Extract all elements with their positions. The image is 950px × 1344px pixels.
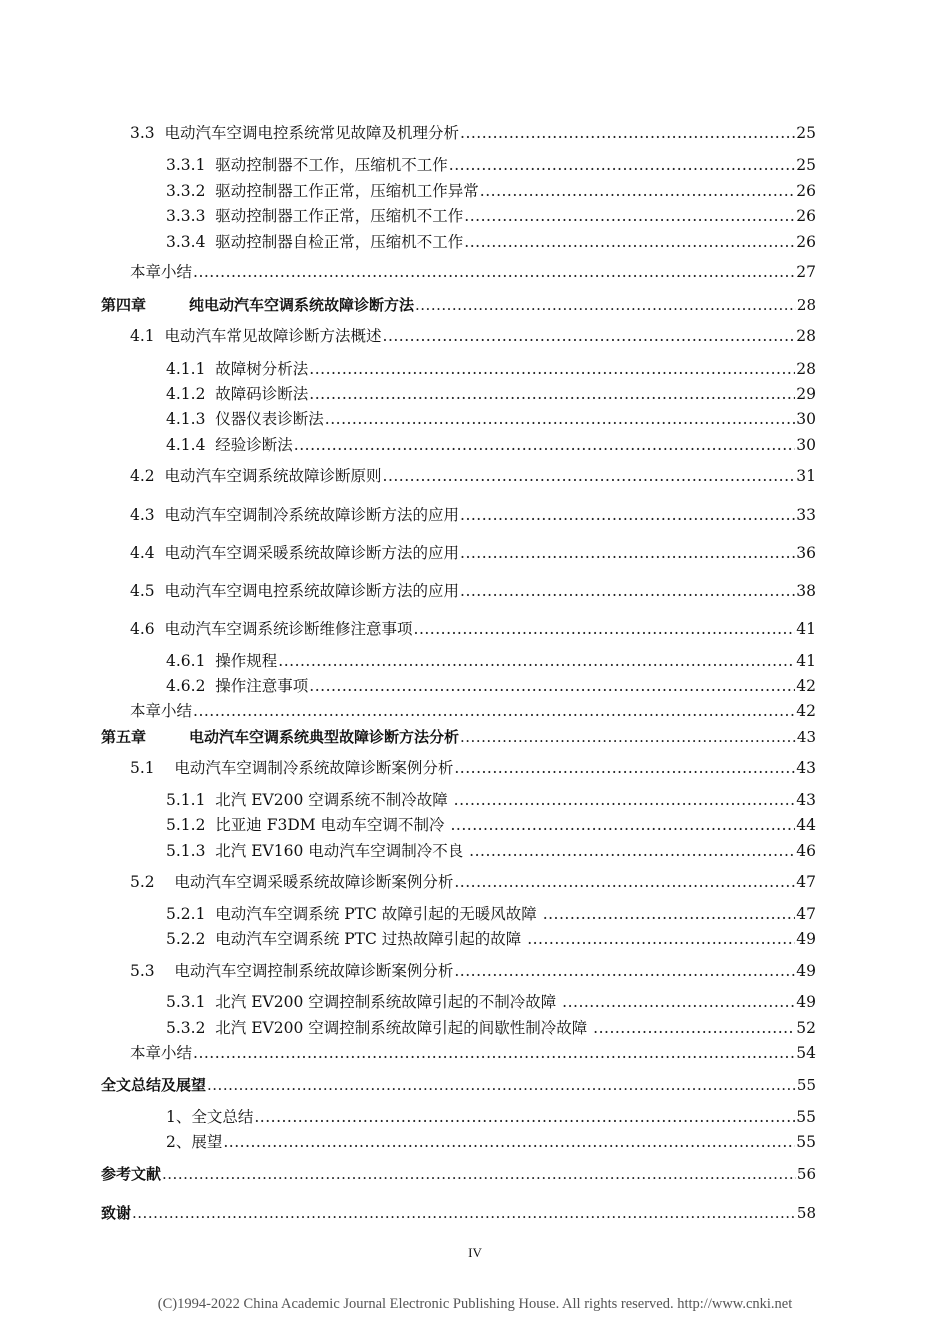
toc-page-number: 28 — [796, 327, 816, 345]
toc-line[interactable] — [130, 262, 816, 282]
toc-label: 5.1.1 北汽 EV200 空调系统不制冷故障 — [166, 791, 453, 809]
toc-label: 4.1 电动汽车常见故障诊断方法概述 — [130, 327, 382, 345]
toc-page-number: 55 — [796, 1133, 816, 1151]
toc-page-number: 46 — [796, 842, 816, 860]
toc-line[interactable] — [130, 543, 816, 563]
toc-label: 5.3.2 北汽 EV200 空调控制系统故障引起的间歇性制冷故障 — [166, 1019, 593, 1037]
leader-dots — [460, 505, 795, 525]
toc-line[interactable] — [130, 466, 816, 486]
toc-label: 致谢 — [101, 1204, 132, 1222]
leader-dots — [460, 581, 795, 601]
toc-line[interactable] — [166, 1107, 816, 1127]
toc-line[interactable] — [166, 206, 816, 226]
toc-label: 本章小结 — [130, 702, 193, 720]
toc-label: 3.3.4 驱动控制器自检正常，压缩机不工作 — [166, 233, 464, 251]
leader-dots — [415, 295, 796, 315]
toc-label: 3.3.1 驱动控制器不工作，压缩机不工作 — [166, 156, 448, 174]
toc-page-number: 58 — [796, 1204, 816, 1222]
toc-label: 4.2 电动汽车空调系统故障诊断原则 — [130, 467, 382, 485]
toc-page-number: 56 — [796, 1165, 816, 1183]
toc-page-number: 26 — [796, 207, 816, 225]
toc-label: 4.6 电动汽车空调系统诊断维修注意事项 — [130, 620, 413, 638]
leader-dots — [193, 701, 795, 721]
toc-label: 5.1 电动汽车空调制冷系统故障诊断案例分析 — [130, 759, 454, 777]
toc-page-number: 30 — [796, 410, 816, 428]
toc-page-number: 30 — [796, 436, 816, 454]
leader-dots — [454, 872, 795, 892]
leader-dots — [309, 676, 795, 696]
toc-line[interactable] — [166, 904, 816, 924]
toc-line[interactable] — [130, 758, 816, 778]
leader-dots — [383, 466, 796, 486]
leader-dots — [309, 384, 795, 404]
toc-page-number: 28 — [796, 296, 816, 314]
leader-dots — [278, 651, 795, 671]
leader-dots — [309, 359, 795, 379]
leader-dots — [454, 961, 795, 981]
leader-dots — [193, 1043, 795, 1063]
page-number-footer: IV — [468, 1245, 482, 1260]
toc-label: 4.1.3 仪器仪表诊断法 — [166, 410, 324, 428]
leader-dots — [449, 155, 795, 175]
toc-line[interactable] — [166, 676, 816, 696]
toc-label: 5.1.2 比亚迪 F3DM 电动车空调不制冷 — [166, 816, 450, 834]
toc-line[interactable] — [166, 790, 816, 810]
toc-line[interactable] — [130, 505, 816, 525]
toc-label: 3.3.2 驱动控制器工作正常，压缩机工作异常 — [166, 182, 479, 200]
toc-label: 本章小结 — [130, 1044, 193, 1062]
toc-label: 5.3.1 北汽 EV200 空调控制系统故障引起的不制冷故障 — [166, 993, 562, 1011]
toc-label — [101, 295, 414, 315]
toc-page-number: 49 — [796, 962, 816, 980]
toc-line[interactable] — [166, 359, 816, 379]
toc-page-number: 42 — [796, 702, 816, 720]
leader-dots — [480, 181, 795, 201]
toc-label: 5.2.2 电动汽车空调系统 PTC 过热故障引起的故障 — [166, 930, 527, 948]
toc-line[interactable] — [166, 232, 816, 252]
toc-line[interactable] — [166, 155, 816, 175]
chapter-title: 纯电动汽车空调系统故障诊断方法 — [189, 296, 415, 314]
toc-page-number: 42 — [796, 677, 816, 695]
toc-label: 4.1.4 经验诊断法 — [166, 436, 293, 454]
toc-page-number: 47 — [796, 905, 816, 923]
toc-page-number: 49 — [796, 930, 816, 948]
toc-page-number: 36 — [796, 544, 816, 562]
leader-dots — [593, 1018, 795, 1038]
toc-page-number: 38 — [796, 582, 816, 600]
toc-page-number: 29 — [796, 385, 816, 403]
toc-page-number: 26 — [796, 233, 816, 251]
toc-label: 本章小结 — [130, 263, 193, 281]
leader-dots — [527, 929, 795, 949]
toc-label: 4.1.1 故障树分析法 — [166, 360, 309, 378]
toc-line[interactable] — [130, 619, 816, 639]
chapter-number: 第五章 — [101, 728, 147, 746]
toc-line[interactable] — [166, 384, 816, 404]
leader-dots — [223, 1132, 795, 1152]
toc-chapter-line[interactable] — [101, 1203, 816, 1223]
toc-line[interactable] — [166, 815, 816, 835]
leader-dots — [454, 758, 795, 778]
toc-page-number: 52 — [796, 1019, 816, 1037]
toc-label: 5.1.3 北汽 EV160 电动汽车空调制冷不良 — [166, 842, 469, 860]
toc-page-number: 31 — [796, 467, 816, 485]
chapter-title: 电动汽车空调系统典型故障诊断方法分析 — [189, 728, 460, 746]
leader-dots — [325, 409, 795, 429]
toc-page-number: 49 — [796, 993, 816, 1011]
toc-chapter-line[interactable] — [101, 1164, 816, 1184]
toc-label: 全文总结及展望 — [101, 1076, 207, 1094]
toc-page-number: 26 — [796, 182, 816, 200]
toc-line[interactable] — [130, 123, 816, 143]
toc-line[interactable] — [166, 409, 816, 429]
leader-dots — [414, 619, 796, 639]
toc-line[interactable] — [130, 701, 816, 721]
toc-line[interactable] — [166, 181, 816, 201]
toc-label: 3.3.3 驱动控制器工作正常，压缩机不工作 — [166, 207, 464, 225]
toc-line[interactable] — [166, 435, 816, 455]
copyright-notice: (C)1994-2022 China Academic Journal Electronic Publishing House. All rights reserved. http://www.cnki.net — [157, 1296, 793, 1312]
toc-label: 5.3 电动汽车空调控制系统故障诊断案例分析 — [130, 962, 454, 980]
leader-dots — [193, 262, 795, 282]
leader-dots — [460, 123, 795, 143]
toc-label: 4.5 电动汽车空调电控系统故障诊断方法的应用 — [130, 582, 460, 600]
toc-page-number: 43 — [796, 728, 816, 746]
toc-label: 3.3 电动汽车空调电控系统常见故障及机理分析 — [130, 124, 460, 142]
toc-label: 4.3 电动汽车空调制冷系统故障诊断方法的应用 — [130, 506, 460, 524]
toc-page-number: 28 — [796, 360, 816, 378]
toc-page-number: 54 — [796, 1044, 816, 1062]
leader-dots — [454, 790, 796, 810]
toc-label: 4.4 电动汽车空调采暖系统故障诊断方法的应用 — [130, 544, 460, 562]
toc-page-number: 44 — [796, 816, 816, 834]
leader-dots — [162, 1164, 796, 1184]
toc-chapter-line[interactable] — [101, 1075, 816, 1095]
leader-dots — [132, 1203, 796, 1223]
toc-label: 5.2.1 电动汽车空调系统 PTC 故障引起的无暖风故障 — [166, 905, 542, 923]
leader-dots — [464, 232, 795, 252]
toc-line[interactable] — [166, 651, 816, 671]
leader-dots — [562, 992, 795, 1012]
toc-line[interactable] — [166, 1132, 816, 1152]
toc-chapter-line[interactable] — [101, 727, 816, 747]
toc-page-number: 25 — [796, 156, 816, 174]
toc-line[interactable] — [130, 581, 816, 601]
toc-label: 2、展望 — [166, 1133, 223, 1151]
toc-line[interactable] — [166, 992, 816, 1012]
toc-page-number: 27 — [796, 263, 816, 281]
toc-page-number: 55 — [796, 1076, 816, 1094]
toc-label: 参考文献 — [101, 1165, 162, 1183]
chapter-number: 第四章 — [101, 296, 147, 314]
toc-chapter-line[interactable] — [101, 295, 816, 315]
toc-line[interactable] — [166, 841, 816, 861]
toc-label: 1、全文总结 — [166, 1108, 254, 1126]
toc-line[interactable] — [130, 1043, 816, 1063]
leader-dots — [464, 206, 795, 226]
leader-dots — [254, 1107, 795, 1127]
toc-label: 4.6.1 操作规程 — [166, 652, 278, 670]
leader-dots — [460, 543, 795, 563]
leader-dots — [469, 841, 795, 861]
toc-page-number: 43 — [796, 759, 816, 777]
leader-dots — [207, 1075, 796, 1095]
leader-dots — [543, 904, 796, 924]
leader-dots — [460, 727, 796, 747]
toc-label: 4.1.2 故障码诊断法 — [166, 385, 309, 403]
leader-dots — [383, 326, 796, 346]
leader-dots — [451, 815, 796, 835]
toc-line[interactable] — [130, 326, 816, 346]
toc-page-number: 55 — [796, 1108, 816, 1126]
toc-page-number: 25 — [796, 124, 816, 142]
toc-page-number: 47 — [796, 873, 816, 891]
toc-label: 4.6.2 操作注意事项 — [166, 677, 309, 695]
toc-page-number: 41 — [796, 620, 816, 638]
leader-dots — [294, 435, 795, 455]
toc-label: 5.2 电动汽车空调采暖系统故障诊断案例分析 — [130, 873, 454, 891]
toc-line[interactable] — [166, 1018, 816, 1038]
toc-line[interactable] — [130, 872, 816, 892]
toc-line[interactable] — [130, 961, 816, 981]
toc-page-number: 33 — [796, 506, 816, 524]
toc-page-number: 43 — [796, 791, 816, 809]
toc-line[interactable] — [166, 929, 816, 949]
toc-page-number: 41 — [796, 652, 816, 670]
toc-label — [101, 727, 459, 747]
